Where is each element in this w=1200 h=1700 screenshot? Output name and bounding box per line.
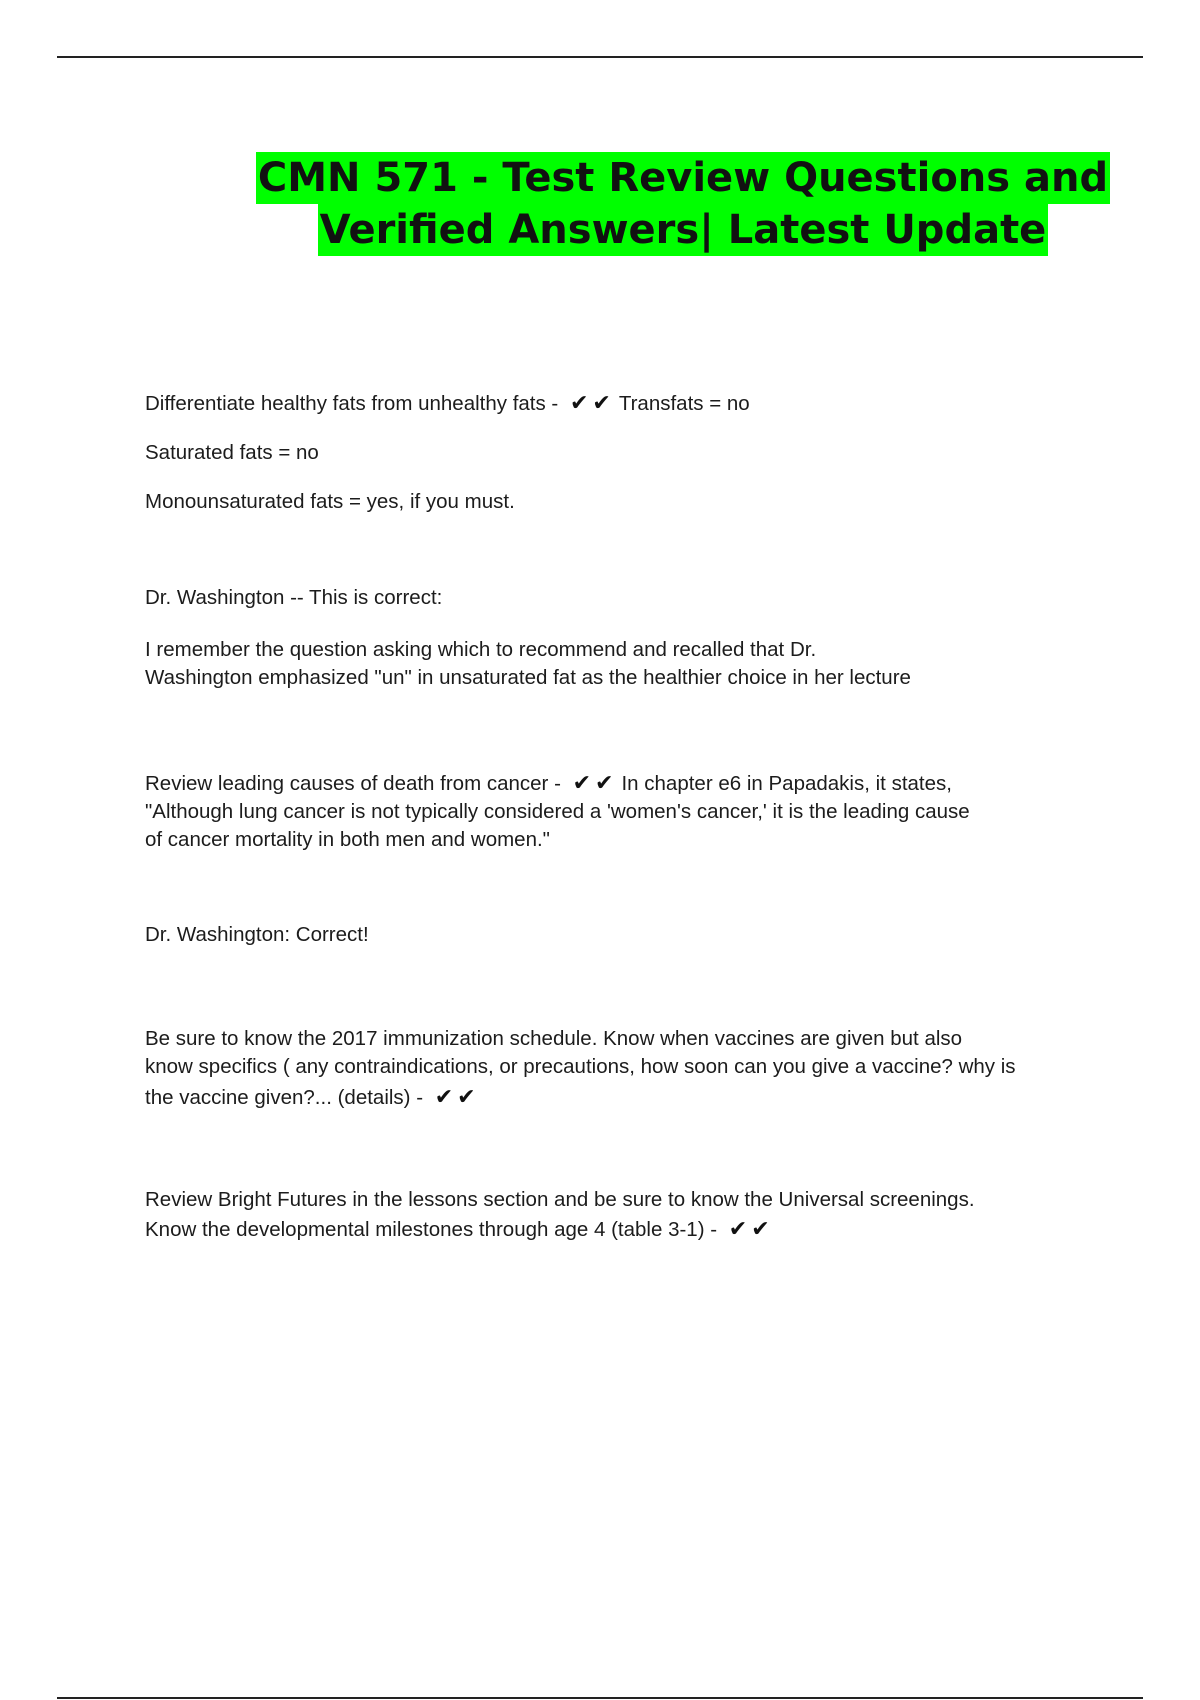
check-icon: ✔✔ [569,391,615,416]
q1-answer-line-3: Monounsaturated fats = yes, if you must. [145,490,515,513]
q2-note: Dr. Washington: Correct! [145,923,369,946]
q1-answer: Transfats = no [618,392,750,415]
bottom-rule [57,1697,1143,1699]
title-line-2: Verified Answers| Latest Update [318,204,1049,256]
q1-note-heading: Dr. Washington -- This is correct: [145,586,443,609]
q2-answer-line-2: "Although lung cancer is not typically considered a 'women's cancer,' it is the leading cause [145,800,970,823]
q4-line-1: Review Bright Futures in the lessons section and be sure to know the Universal screenings. [145,1188,975,1211]
q4-line-2-text: Know the developmental milestones through age 4 (table 3-1) - [145,1218,723,1241]
top-rule [57,56,1143,58]
q1-answer-line-2: Saturated fats = no [145,441,319,464]
q2-question: Review leading causes of death from cancer - [145,772,567,795]
document-title [0,152,1200,256]
q3-line-1: Be sure to know the 2017 immunization schedule. Know when vaccines are given but also [145,1027,963,1050]
q3-line-3-text: the vaccine given?... (details) - [145,1086,429,1109]
q1-note-line-2: Washington emphasized "un" in unsaturated fat as the healthier choice in her lecture [145,666,911,689]
q2-question-line [145,770,1095,798]
q1-question-line [145,390,1095,418]
check-icon: ✔✔ [728,1217,774,1242]
q2-answer-line-1: In chapter e6 in Papadakis, it states, [621,772,952,795]
title-line-1: CMN 571 - Test Review Questions and [256,152,1110,204]
q2-answer-line-3: of cancer mortality in both men and women." [145,828,550,851]
q3-line-3 [145,1084,1095,1112]
check-icon: ✔✔ [434,1085,480,1110]
q1-note-line-1: I remember the question asking which to recommend and recalled that Dr. [145,638,817,661]
check-icon: ✔✔ [572,771,618,796]
q3-line-2: know specifics ( any contraindications, or precautions, how soon can you give a vaccine? why is [145,1055,1016,1078]
q1-question: Differentiate healthy fats from unhealthy fats - [145,392,564,415]
q4-line-2 [145,1216,1095,1244]
